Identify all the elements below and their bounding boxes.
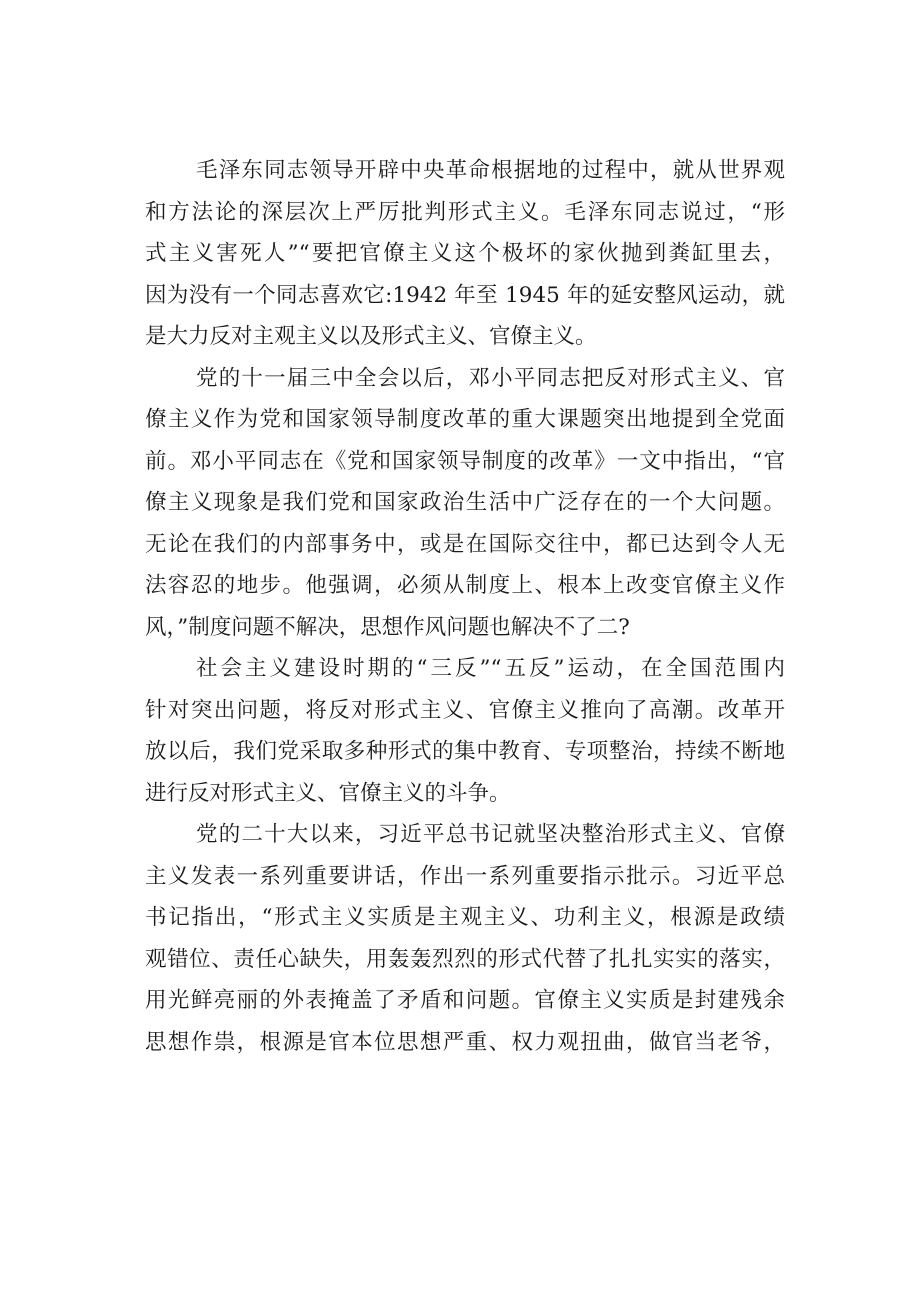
text-line: 书记指出，“形式主义实质是主观主义、功利主义，根源是政绩 — [145, 905, 785, 930]
text-line: 放以后，我们党采取多种形式的集中教育、专项整治，持续不断地 — [145, 739, 785, 764]
text-line: 针对突出问题，将反对形式主义、官僚主义推向了高潮。改革开 — [145, 697, 785, 723]
paragraph-3 — [145, 648, 785, 814]
paragraph-1 — [145, 150, 785, 358]
text-line: 法容忍的地步。他强调，必须从制度上、根本上改变官僚主义作 — [145, 573, 785, 598]
paragraph-4 — [145, 814, 785, 1063]
text-line: 无论在我们的内部事务中，或是在国际交往中，都已达到令人无 — [145, 531, 785, 557]
text-line: 用光鲜亮丽的外表掩盖了矛盾和问题。官僚主义实质是封建残余 — [145, 988, 785, 1013]
text-line: 党的二十大以来，习近平总书记就坚决整治形式主义、官僚 — [196, 822, 785, 847]
text-line: 毛泽东同志领导开辟中央革命根据地的过程中，就从世界观 — [196, 158, 785, 183]
text-line: 前。邓小平同志在《党和国家领导制度的改革》一文中指出，“官 — [145, 448, 785, 474]
text-line: 社会主义建设时期的“三反”“五反”运动，在全国范围内 — [196, 656, 785, 681]
text-line: 因为没有一个同志喜欢它:1942 年至 1945 年的延安整风运动，就 — [145, 282, 785, 308]
text-line: 和方法论的深层次上严厉批判形式主义。毛泽东同志说过，“形 — [145, 199, 785, 225]
text-line: 进行反对形式主义、官僚主义的斗争。 — [145, 780, 511, 806]
text-line: 僚主义现象是我们党和国家政治生活中广泛存在的一个大问题。 — [145, 490, 785, 515]
text-line: 党的十一届三中全会以后，邓小平同志把反对形式主义、官 — [196, 365, 785, 391]
text-line: 思想作祟，根源是官本位思想严重、权力观扭曲，做官当老爷， — [145, 1029, 785, 1055]
text-line: 是大力反对主观主义以及形式主义、官僚主义。 — [145, 324, 597, 349]
text-line: 风，”制度问题不解决，思想作风问题也解决不了二? — [145, 614, 630, 640]
paragraph-2 — [145, 358, 785, 649]
document-body — [145, 150, 785, 1063]
text-line: 观错位、责任心缺失，用轰轰烈烈的形式代替了扎扎实实的落实， — [145, 946, 785, 972]
text-line: 式主义害死人”“要把官僚主义这个极坏的家伙抛到粪缸里去， — [145, 241, 785, 266]
text-line: 主义发表一系列重要讲话，作出一系列重要指示批示。习近平总 — [145, 863, 785, 889]
text-line: 僚主义作为党和国家领导制度改革的重大课题突出地提到全党面 — [145, 407, 785, 432]
